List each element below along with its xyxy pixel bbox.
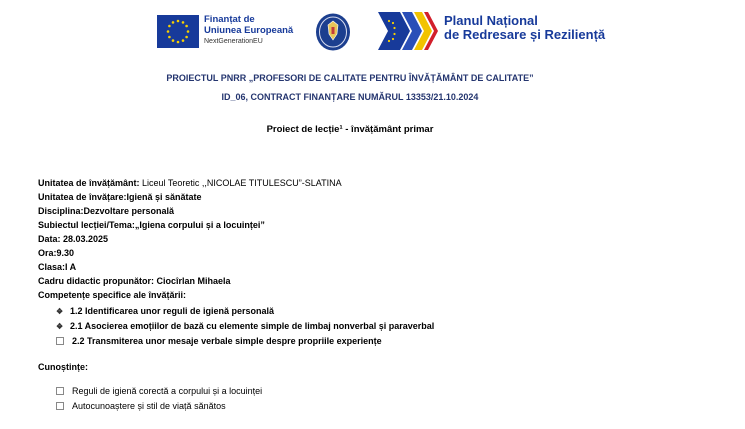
square-bullet-icon <box>56 402 64 410</box>
eu-line-2: Uniunea Europeană <box>204 24 294 36</box>
knowledge-label: Cunoștințe: <box>38 362 88 372</box>
diamond-bullet-icon: ❖ <box>56 307 64 316</box>
knowledge-item: Autocunoaștere și stil de viață sănătos <box>56 401 226 411</box>
government-seal-icon <box>314 12 352 52</box>
field-hour: Ora:9.30 <box>38 248 75 258</box>
field-date: Data: 28.03.2025 <box>38 234 109 244</box>
eu-line-1: Finanțat de <box>204 14 255 25</box>
pnrr-logo-icon <box>378 12 438 50</box>
unit-school-value: Liceul Teoretic ,,NICOLAE TITULESCU”-SLATINA <box>139 178 342 188</box>
square-bullet-icon <box>56 387 64 395</box>
field-class: Clasa:I A <box>38 262 77 272</box>
field-teacher: Cadru didactic propunător: Ciocîrlan Mihaela <box>38 276 231 286</box>
pnrr-title <box>444 14 605 42</box>
pnrr-line-1: Planul Național <box>444 13 538 28</box>
field-unit-learning: Unitatea de învățare:Igienă și sănătate <box>38 192 202 202</box>
field-unit-school <box>38 178 342 188</box>
square-bullet-icon <box>56 337 64 345</box>
competence-item: ❖ 2.1 Asocierea emoțiilor de bază cu elemente simple de limbaj nonverbal și paraverbal <box>56 321 435 331</box>
field-discipline: Disciplina:Dezvoltare personală <box>38 206 175 216</box>
eu-line-3: NextGenerationEU <box>204 37 263 45</box>
competence-item: ❖ 1.2 Identificarea unor reguli de igienă personală <box>56 306 275 316</box>
competences-label: Competențe specifice ale învățării: <box>38 290 187 300</box>
contract-number: ID_06, CONTRACT FINANȚARE NUMĂRUL 13353/21.10.2024 <box>221 92 479 102</box>
lesson-title: Proiect de lecție¹ - învățământ primar <box>266 124 434 135</box>
competence-item: 2.2 Transmiterea unor mesaje verbale simple despre propriile experiențe <box>56 336 382 346</box>
eu-funding-text <box>204 15 293 46</box>
knowledge-item: Reguli de igienă corectă a corpului și a locuinței <box>56 386 262 396</box>
unit-school-label: Unitatea de învățământ: <box>38 178 140 188</box>
project-title: PROIECTUL PNRR „PROFESORI DE CALITATE PENTRU ÎNVĂȚĂMÂNT DE CALITATE” <box>166 73 534 83</box>
pnrr-line-2: de Redresare și Reziliență <box>444 27 606 43</box>
field-subject: Subiectul lecției/Tema:„Igiena corpului și a locuinței” <box>38 220 265 230</box>
diamond-bullet-icon: ❖ <box>56 322 64 331</box>
eu-flag-icon <box>157 15 199 48</box>
